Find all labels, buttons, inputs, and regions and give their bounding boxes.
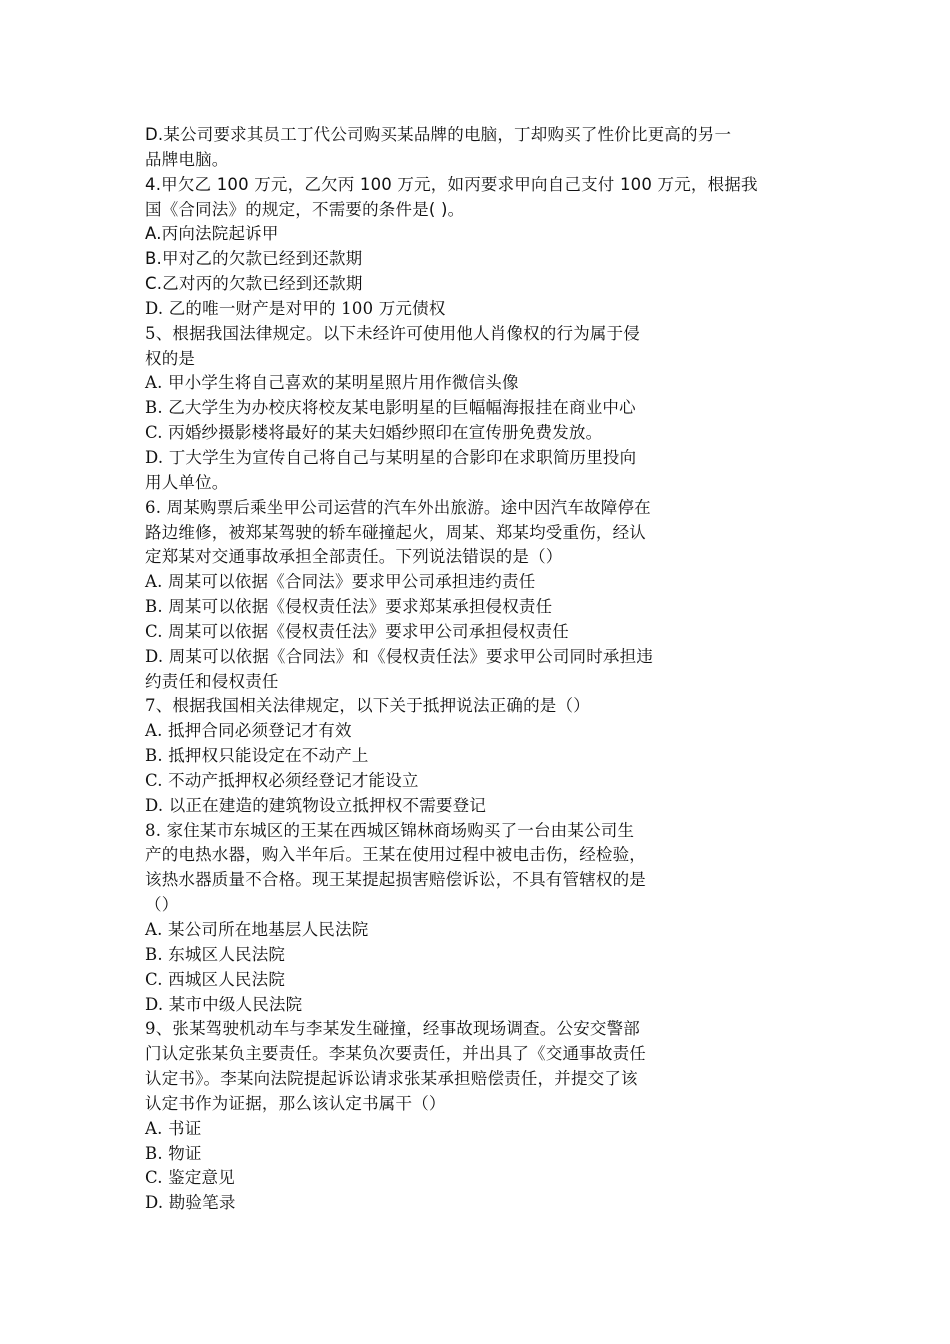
- text-line: B.甲对乙的欠款已经到还款期: [145, 249, 363, 269]
- text-line: D.某公司要求其员工丁代公司购买某品牌的电脑，丁却购买了性价比更高的另一: [145, 125, 732, 144]
- text-line: 4.甲欠乙 100 万元，乙欠丙 100 万元，如丙要求甲向自己支付 100 万元，根据我: [145, 174, 758, 194]
- text-line: 用人单位。: [145, 472, 229, 492]
- text-line: 认定书作为证据，那么该认定书属干（）: [145, 1093, 446, 1113]
- text-line: D. 勘验笔录: [145, 1193, 236, 1213]
- text-line: D. 丁大学生为宣传自己将自己与某明星的合影印在求职简历里投向: [145, 447, 637, 467]
- text-line: D. 乙的唯一财产是对甲的 100 万元债权: [145, 298, 446, 318]
- text-line: A. 甲小学生将自己喜欢的某明星照片用作微信头像: [145, 373, 519, 393]
- text-line: A. 抵押合同必须登记才有效: [145, 721, 352, 741]
- text-line: B. 东城区人民法院: [145, 944, 286, 964]
- text-line: D. 周某可以依据《合同法》和《侵权责任法》要求甲公司同时承担违: [145, 646, 654, 666]
- text-line: C. 鉴定意见: [145, 1168, 235, 1188]
- text-line: 6. 周某购票后乘坐甲公司运营的汽车外出旅游。途中因汽车故障停在: [145, 497, 651, 517]
- text-line: C.乙对丙的欠款已经到还款期: [145, 274, 363, 294]
- text-line: B. 乙大学生为办校庆将校友某电影明星的巨幅幅海报挂在商业中心: [145, 398, 636, 418]
- text-line: C. 不动产抵押权必须经登记才能设立: [145, 770, 419, 790]
- text-line: C. 周某可以依据《侵权责任法》要求甲公司承担侵权责任: [145, 621, 569, 641]
- text-line: D. 以正在建造的建筑物设立抵押权不需要登记: [145, 795, 487, 815]
- text-line: B. 周某可以依据《侵权责任法》要求郑某承担侵权责任: [145, 597, 553, 617]
- text-line: 产的电热水器，购入半年后。王某在使用过程中被电击伤，经检验，: [145, 845, 646, 865]
- text-line: 定郑某对交通事故承担全部责任。下列说法错误的是（）: [145, 547, 563, 567]
- text-line: 9、张某驾驶机动车与李某发生碰撞，经事故现场调查。公安交警部: [145, 1019, 640, 1039]
- text-line: C. 西城区人民法院: [145, 969, 286, 989]
- text-line: 权的是: [145, 348, 196, 368]
- text-line: 5、根据我国法律规定。以下未经许可使用他人肖像权的行为属于侵: [145, 323, 640, 343]
- text-line: C. 丙婚纱摄影楼将最好的某夫妇婚纱照印在宣传册免费发放。: [145, 423, 603, 443]
- text-line: 该热水器质量不合格。现王某提起损害赔偿诉讼，不具有管辖权的是: [145, 870, 646, 890]
- text-line: A. 某公司所在地基层人民法院: [145, 920, 369, 939]
- text-line: 7、根据我国相关法律规定，以下关于抵押说法正确的是（）: [145, 696, 590, 716]
- text-line: A. 书证: [145, 1118, 202, 1138]
- text-line: 路边维修，被郑某驾驶的轿车碰撞起火，周某、郑某均受重伤，经认: [145, 522, 646, 542]
- text-line: B. 物证: [145, 1143, 202, 1163]
- document-body: [145, 123, 825, 1216]
- text-line: 品牌电脑。: [145, 149, 229, 169]
- text-line: D. 某市中级人民法院: [145, 994, 303, 1014]
- text-line: 门认定张某负主要责任。李某负次要责任，并出具了《交通事故责任: [145, 1044, 646, 1064]
- text-line: A.丙向法院起诉甲: [145, 224, 279, 244]
- text-line: B. 抵押权只能设定在不动产上: [145, 746, 369, 766]
- text-line: 国《合同法》的规定，不需要的条件是( )。: [145, 199, 465, 219]
- text-line: 认定书》。李某向法院提起诉讼请求张某承担赔偿责任，并提交了该: [145, 1069, 638, 1089]
- text-line: A. 周某可以依据《合同法》要求甲公司承担违约责任: [145, 572, 536, 592]
- text-line: （）: [145, 895, 179, 915]
- text-line: 8. 家住某市东城区的王某在西城区锦林商场购买了一台由某公司生: [145, 820, 635, 840]
- text-line: 约责任和侵权责任: [145, 671, 279, 691]
